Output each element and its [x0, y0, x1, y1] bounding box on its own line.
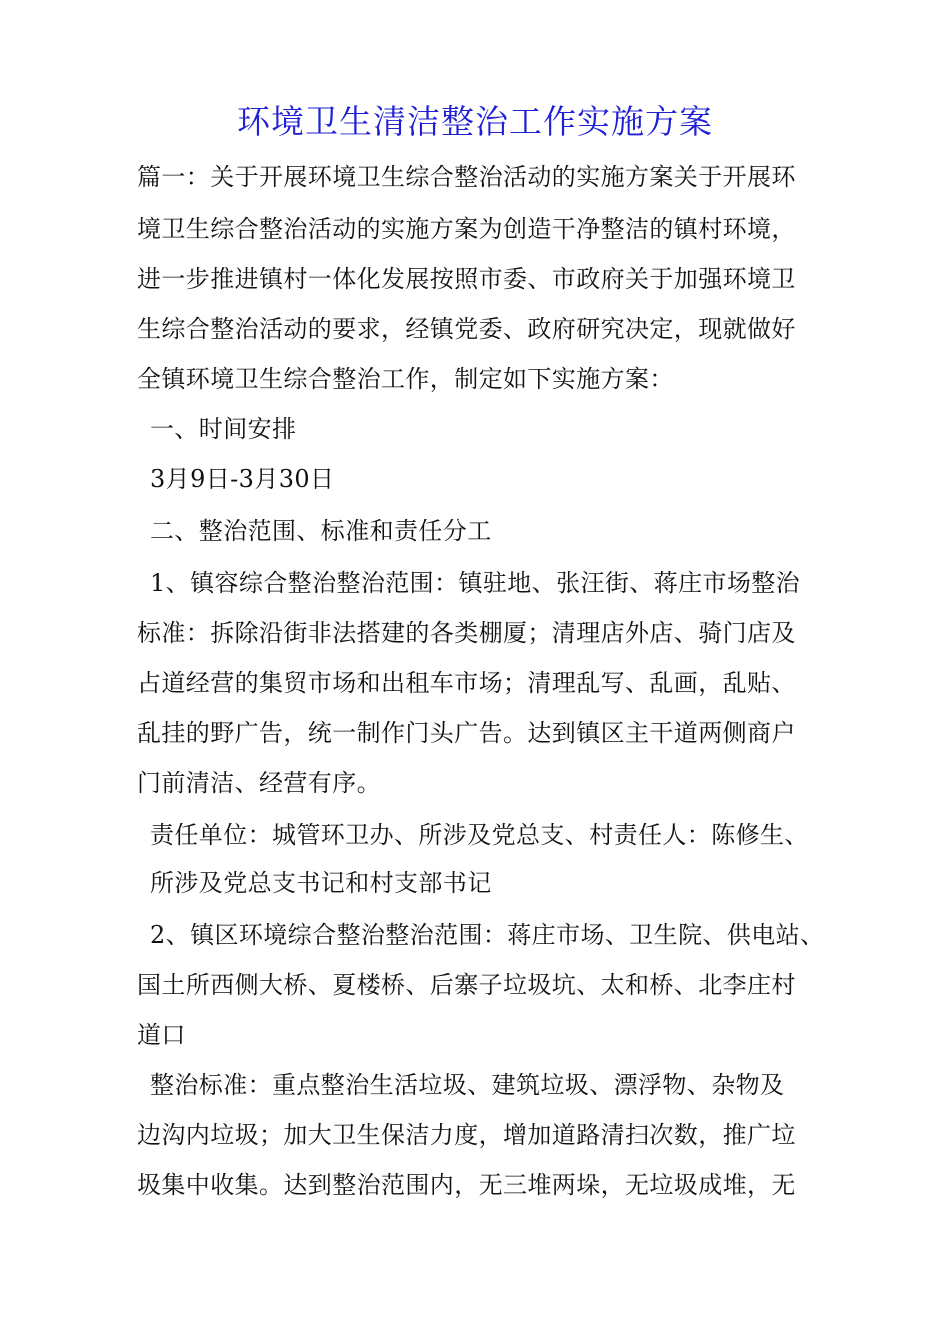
paragraph-line: 标准：拆除沿街非法搭建的各类棚厦；清理店外店、骑门店及: [137, 619, 796, 647]
paragraph-line: 门前清洁、经营有序。: [137, 769, 381, 797]
paragraph-line: 边沟内垃圾；加大卫生保洁力度，增加道路清扫次数，推广垃: [137, 1121, 796, 1149]
paragraph-line: 生综合整治活动的要求，经镇党委、政府研究决定，现就做好: [137, 315, 796, 343]
date-range: 3月9日-3月30日: [150, 465, 335, 493]
paragraph-line: 国土所西侧大桥、夏楼桥、后寨子垃圾坑、太和桥、北李庄村: [137, 971, 796, 999]
paragraph-line: 道口: [137, 1021, 186, 1049]
document-title: 环境卫生清洁整治工作实施方案: [237, 102, 713, 141]
paragraph-line: 责任单位：城管环卫办、所涉及党总支、村责任人：陈修生、: [150, 821, 809, 849]
section-heading: 二、整治范围、标准和责任分工: [150, 517, 492, 545]
paragraph-line: 所涉及党总支书记和村支部书记: [150, 869, 492, 897]
paragraph-line: 乱挂的野广告，统一制作门头广告。达到镇区主干道两侧商户: [137, 719, 796, 747]
paragraph-line: 整治标准：重点整治生活垃圾、建筑垃圾、漂浮物、杂物及: [150, 1071, 785, 1099]
paragraph-line: 圾集中收集。达到整治范围内，无三堆两垛，无垃圾成堆，无: [137, 1171, 796, 1199]
paragraph-line: 篇一：关于开展环境卫生综合整治活动的实施方案关于开展环: [137, 163, 796, 191]
paragraph-line: 境卫生综合整治活动的实施方案为创造干净整洁的镇村环境，: [137, 215, 796, 243]
paragraph-line: 全镇环境卫生综合整治工作，制定如下实施方案：: [137, 365, 674, 393]
paragraph-line: 进一步推进镇村一体化发展按照市委、市政府关于加强环境卫: [137, 265, 796, 293]
section-heading: 一、时间安排: [150, 415, 297, 443]
paragraph-line: 占道经营的集贸市场和出租车市场；清理乱写、乱画，乱贴、: [137, 669, 796, 697]
paragraph-line: 2、镇区环境综合整治整治范围：蒋庄市场、卫生院、供电站、: [150, 921, 825, 949]
paragraph-line: 1、镇容综合整治整治范围：镇驻地、张汪街、蒋庄市场整治: [150, 569, 801, 597]
